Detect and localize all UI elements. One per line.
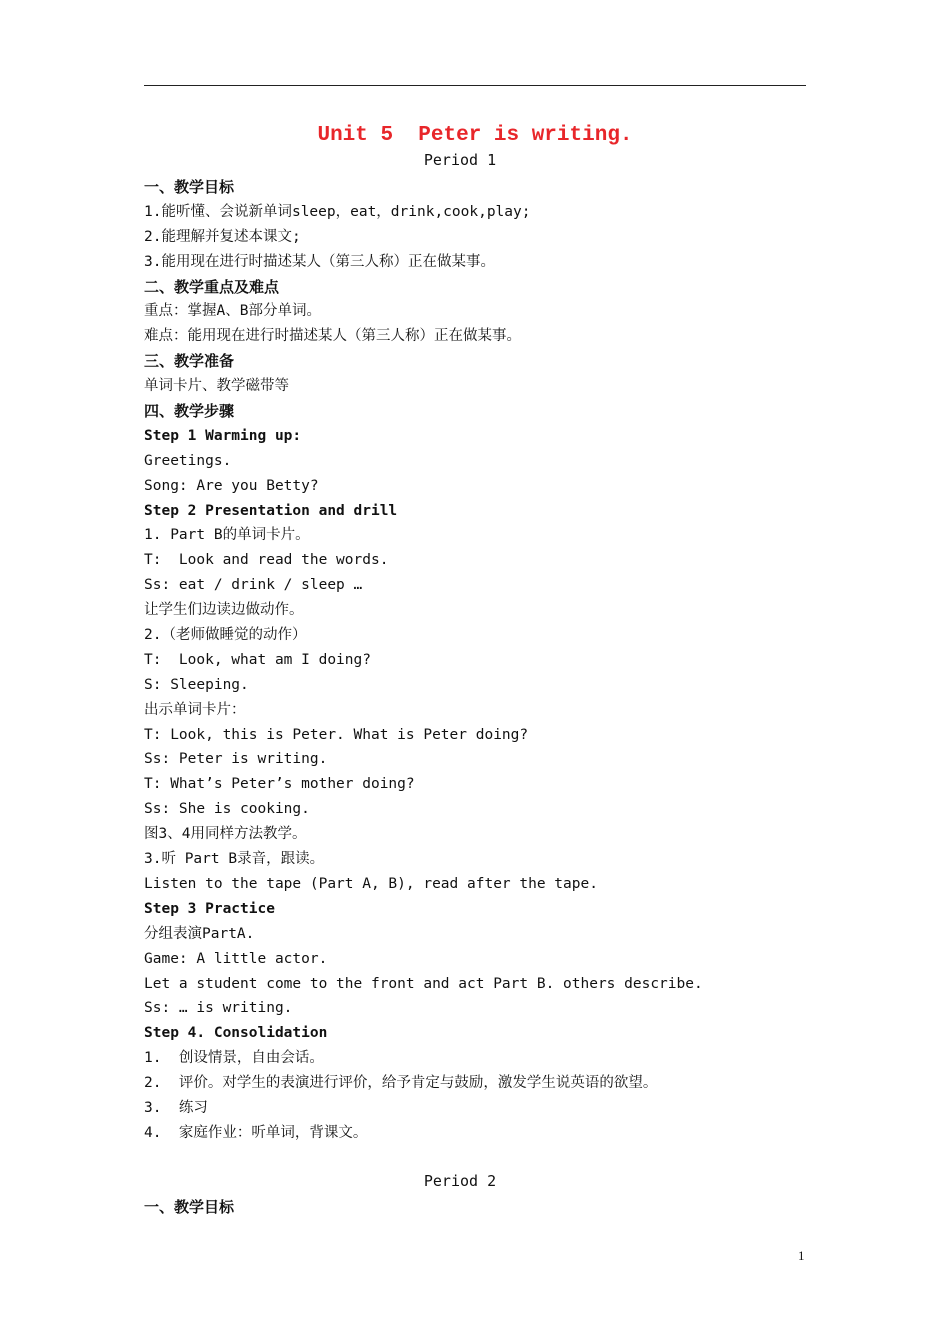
page-number: 1	[798, 1248, 805, 1263]
body-line: 难点：能用现在进行时描述某人（第三人称）正在做某事。	[144, 328, 521, 345]
body-line: Greetings.	[144, 452, 232, 469]
section-heading: 二、教学重点及难点	[144, 277, 280, 296]
body-line: 1.能听懂、会说新单词sleep，eat，drink,cook,play;	[144, 203, 531, 220]
period-1-label: Period 1	[423, 151, 497, 169]
body-line: 3.能用现在进行时描述某人（第三人称）正在做某事。	[144, 253, 495, 270]
lesson-body	[144, 175, 824, 1146]
body-line: T: Look and read the words.	[144, 552, 389, 569]
body-line: 分组表演PartA.	[144, 925, 255, 942]
body-line: Let a student come to the front and act Part B. others describe.	[144, 975, 703, 992]
body-line: 出示单词卡片：	[144, 701, 246, 718]
body-line: Ss: eat / drink / sleep …	[144, 577, 363, 594]
step-heading: Step 4. Consolidation	[144, 1025, 328, 1042]
section-heading: 三、教学准备	[144, 352, 235, 371]
body-line: 单词卡片、教学磁带等	[144, 378, 289, 395]
step-heading: Step 2 Presentation and drill	[144, 502, 398, 519]
document-title: Unit 5 Peter is writing.	[317, 124, 633, 147]
body-line: Ss: Peter is writing.	[144, 751, 328, 768]
body-line: 3. 练习	[144, 1099, 208, 1116]
body-line: S: Sleeping.	[144, 676, 249, 693]
period-2-label: Period 2	[423, 1172, 497, 1190]
body-line: 3.听 Part B录音，跟读。	[144, 851, 325, 868]
body-line: 让学生们边读边做动作。	[144, 602, 304, 619]
body-line: T: What’s Peter’s mother doing?	[144, 776, 415, 793]
header-rule	[144, 85, 806, 86]
body-line: 2.能理解并复述本课文;	[144, 228, 301, 245]
section-heading: 一、教学目标	[144, 178, 235, 196]
body-line: 1. Part B的单词卡片。	[144, 527, 310, 544]
body-line: 4. 家庭作业：听单词，背课文。	[144, 1124, 368, 1141]
body-line: 2.（老师做睡觉的动作）	[144, 627, 307, 644]
body-line: Ss: … is writing.	[144, 1000, 293, 1017]
step-heading: Step 3 Practice	[144, 900, 275, 917]
body-line: 重点：掌握A、B部分单词。	[144, 303, 321, 320]
step-heading: Step 1 Warming up:	[144, 427, 302, 444]
body-line: Game: A little actor.	[144, 950, 328, 967]
body-line: 图3、4用同样方法教学。	[144, 826, 307, 843]
body-line: T: Look, what am I doing?	[144, 651, 371, 668]
body-line: 1. 创设情景，自由会话。	[144, 1050, 324, 1067]
body-line: T: Look, this is Peter. What is Peter doing?	[144, 726, 529, 743]
body-line: Ss: She is cooking.	[144, 801, 310, 818]
body-line: 2. 评价。对学生的表演进行评价，给予肯定与鼓励，激发学生说英语的欲望。	[144, 1075, 658, 1092]
period-2-heading: 一、教学目标	[144, 1198, 235, 1216]
section-heading: 四、教学步骤	[144, 402, 235, 421]
body-line: Listen to the tape (Part A, B), read after the tape.	[144, 875, 598, 892]
body-line: Song: Are you Betty?	[144, 477, 319, 494]
